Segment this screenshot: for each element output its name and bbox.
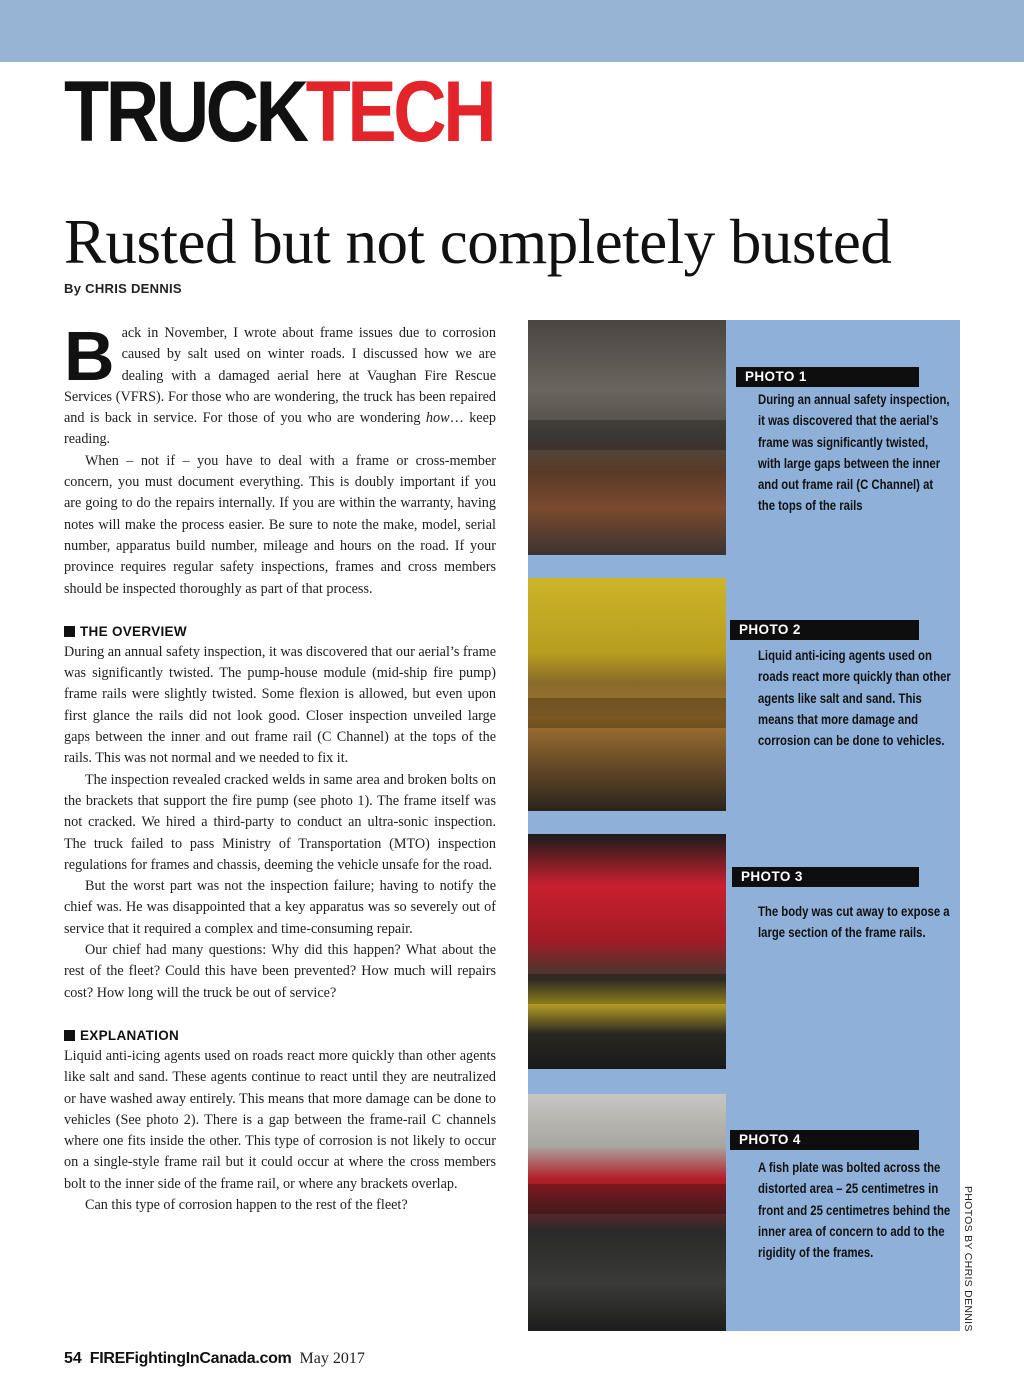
photo-4-tag: PHOTO 4 (730, 1130, 919, 1150)
issue-date: May 2017 (299, 1350, 365, 1367)
paragraph-intro-text: ack in November, I wrote about frame issues due to corrosion caused by salt used on winter roads. I discussed how we are dealing with a damaged aerial here at Vaughan Fire Rescue Services (VFRS). For those who are wondering, the truck has been repaired and is back in service. For those of you who are wondering (64, 325, 496, 427)
photo-shade (528, 974, 726, 1004)
subhead-overview-text: THE OVERVIEW (80, 623, 187, 639)
subhead-explanation-text: EXPLANATION (80, 1027, 180, 1043)
paragraph-documentation: When – not if – you have to deal with a frame or cross-member concern, you must document everything. This is doubly important if you are going to do the repairs internally. If you are within the warranty, having notes will make the process easier. Be sure to note the make, model, serial number, apparatus build number, mileage and hours on the road. If your province requires regular safety inspections, frames and cross members should be inspected thoroughly as part of that process. (64, 452, 496, 597)
square-bullet-icon (64, 626, 75, 637)
drop-cap: B (64, 317, 115, 395)
page-number: 54 (64, 1350, 82, 1367)
photo-2-corrosion (528, 578, 726, 811)
section-title-truck: TRUCK (64, 64, 306, 160)
photo-shade (528, 420, 726, 450)
subhead-explanation (64, 1025, 496, 1046)
photo-3-body-cut-away (528, 834, 726, 1069)
subhead-overview (64, 621, 496, 642)
article-byline: By CHRIS DENNIS (64, 281, 182, 296)
top-color-band (0, 0, 1024, 62)
paragraph-fleet-question: Can this type of corrosion happen to the rest of the fleet? (85, 1196, 408, 1213)
photo-4-caption: A fish plate was bolted across the distorted area – 25 centimetres in front and 25 centimetres behind the inner area of concern to add to the rigidity of the frames. (758, 1160, 951, 1261)
publication-name: FIREFightingInCanada.com (89, 1350, 292, 1367)
photo-1-tag: PHOTO 1 (736, 367, 919, 387)
photo-2-caption: Liquid anti-icing agents used on roads react more quickly than other agents like salt and sand. This means that more damage and corrosion can be done to vehicles. (758, 648, 951, 749)
paragraph-explanation: Liquid anti-icing agents used on roads react more quickly than other agents like salt and sand. These agents continue to react until they are neutralized or have washed away entirely. This means that more damage can be done to vehicles (See photo 2). There is a gap between the frame-rail C channels where one fits inside the other. This type of corrosion is not likely to occur on a single-style frame rail but it could occur at where the cross members bolt to the inner side of the frame rail, or where any brackets overlap. (64, 1047, 496, 1192)
square-bullet-icon (64, 1030, 75, 1041)
section-title (64, 66, 493, 158)
photo-credit: PHOTOS BY CHRIS DENNIS (962, 1186, 974, 1332)
paragraph-intro (64, 317, 496, 451)
photo-shade (528, 698, 726, 728)
emphasis-how: how (425, 410, 450, 427)
photo-3-tag: PHOTO 3 (732, 867, 919, 887)
photo-1-caption: During an annual safety inspection, it was discovered that the aerial’s frame was significantly twisted, with large gaps between the inner and out frame rail (C Channel) at the tops of the rails (758, 392, 950, 514)
photo-1-rusted-frame (528, 320, 726, 555)
photo-2-tag: PHOTO 2 (730, 620, 919, 640)
paragraph-notify-chief: But the worst part was not the inspection failure; having to notify the chief was. He was disappointed that a key apparatus was so severely out of service that it required a complex and time-consuming repair. (64, 878, 496, 937)
paragraph-inspection: The inspection revealed cracked welds in same area and broken bolts on the brackets that support the fire pump (see photo 1). The frame itself was not cracked. We hired a third-party to conduct an ultra-sonic inspection. The truck failed to pass Ministry of Transportation (MTO) inspection regulations for frames and chassis, deeming the vehicle unsafe for the road. (64, 771, 496, 873)
paragraph-overview: During an annual safety inspection, it was discovered that our aerial’s frame was significantly twisted. The pump-house module (mid-ship fire pump) frame rails were slightly twisted. Some flexion is allowed, but even upon first glance the rails did not look good. Closer inspection unveiled large gaps between the inner and out frame rail (C Channel) at the tops of the rails. This was not normal and we needed to fix it. (64, 643, 496, 767)
paragraph-intro-end: … keep reading. (64, 410, 496, 448)
paragraph-chief-questions: Our chief had many questions: Why did this happen? What about the rest of the fleet? Could this have been prevented? How much will repairs cost? How long will the truck be out of service? (64, 942, 496, 1001)
article-body (64, 317, 496, 1216)
photo-shade (528, 1184, 726, 1214)
article-headline: Rusted but not completely busted (64, 207, 892, 277)
photo-4-fish-plate (528, 1094, 726, 1331)
photo-3-caption: The body was cut away to expose a large section of the frame rails. (758, 904, 950, 941)
section-title-tech: TECH (305, 64, 494, 160)
page-footer (64, 1350, 365, 1368)
